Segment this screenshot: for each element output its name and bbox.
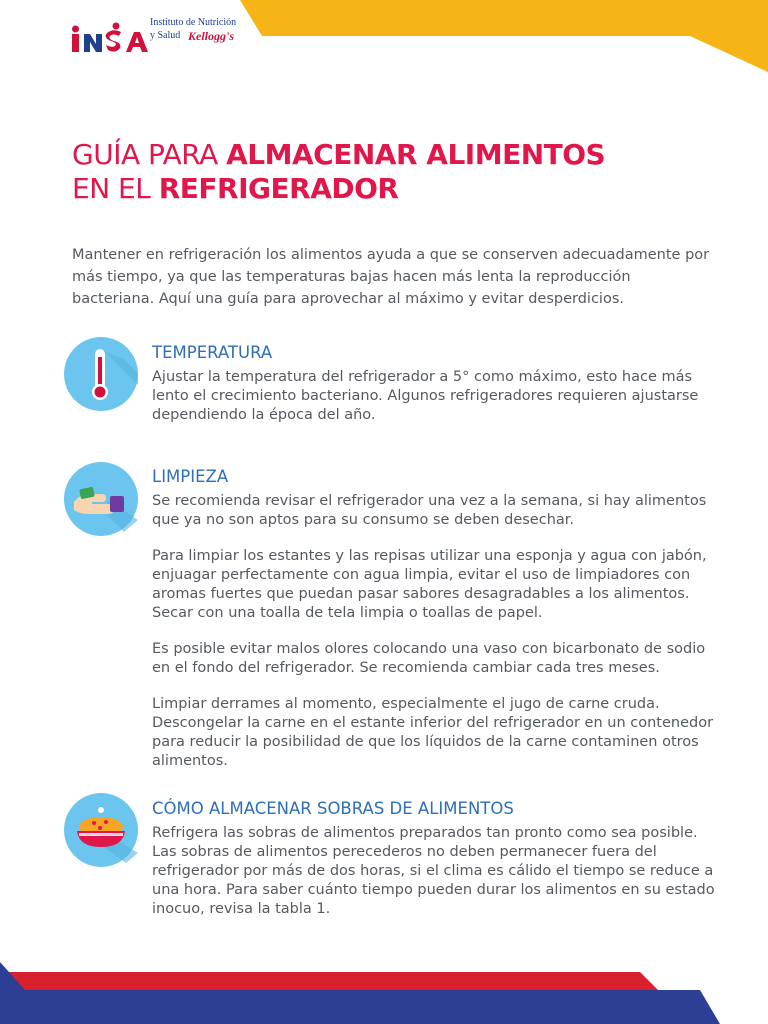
section-paragraph: Es posible evitar malos olores colocando una vaso con bicarbonato de sodio en el fondo del refrigerador. Se recomienda cambiar cada tres meses. <box>152 641 706 676</box>
thermometer-icon <box>64 337 138 411</box>
section-paragraph: Ajustar la temperatura del refrigerador a 5° como máximo, esto hace más lento el crecimiento bacteriano. Algunos refrigeradores requieren ajustarse dependiendo la época del año. <box>152 369 699 423</box>
section-sobras <box>152 798 724 936</box>
title-line1-bold: ALMACENAR ALIMENTOS <box>226 138 606 171</box>
section-temperatura <box>152 342 724 442</box>
insa-logo-mark <box>70 20 148 56</box>
title-line2-light: EN EL <box>72 172 159 205</box>
insa-kelloggs-logo <box>70 14 240 56</box>
logo-line2: y Salud <box>150 30 181 41</box>
logo-line1: Instituto de Nutrición <box>150 17 237 28</box>
food-bowl-icon <box>64 793 138 867</box>
section-paragraph: Se recomienda revisar el refrigerador una vez a la semana, si hay alimentos que ya no son aptos para su consumo se deben desechar. <box>152 493 707 528</box>
section-paragraph: Refrigera las sobras de alimentos preparados tan pronto como sea posible. Las sobras de alimentos perecederos no deben permanecer fuera del refrigerador por más de dos horas, si el clima es cálido el tiempo se reduce a una hora. Para saber cuánto tiempo pueden durar los alimentos en su estado inocuo, revisa la tabla 1. <box>152 825 715 917</box>
title-line1-light: GUÍA PARA <box>72 138 227 171</box>
logo-brand: Kellogg's <box>188 29 235 43</box>
hand-sponge-icon <box>64 462 138 536</box>
section-heading: CÓMO ALMACENAR SOBRAS DE ALIMENTOS <box>152 799 514 818</box>
section-limpieza <box>152 466 724 788</box>
bottom-stripes <box>0 960 768 1024</box>
section-heading: TEMPERATURA <box>152 343 273 362</box>
section-paragraph: Para limpiar los estantes y las repisas utilizar una esponja y agua con jabón, enjuagar perfectamente con agua limpia, evitar el uso de limpiadores con aromas fuertes que puedan pasar sabores desagradables a los alimentos. Secar con una toalla de tela limpia o toallas de papel. <box>152 548 707 621</box>
intro-paragraph: Mantener en refrigeración los alimentos ayuda a que se conserven adecuadamente por más tiempo, ya que las temperaturas bajas hacen más lenta la reproducción bacteriana. Aquí una guía para aprovechar al máximo y evitar desperdicios. <box>72 247 710 307</box>
title-line2-bold: REFRIGERADOR <box>158 172 399 205</box>
section-heading: LIMPIEZA <box>152 467 229 486</box>
page-title <box>72 138 605 206</box>
section-paragraph: Limpiar derrames al momento, especialmente el jugo de carne cruda. Descongelar la carne en el estante inferior del refrigerador en un contenedor para reducir la posibilidad de que los líquidos de la carne contaminen otros alimentos. <box>152 696 714 769</box>
